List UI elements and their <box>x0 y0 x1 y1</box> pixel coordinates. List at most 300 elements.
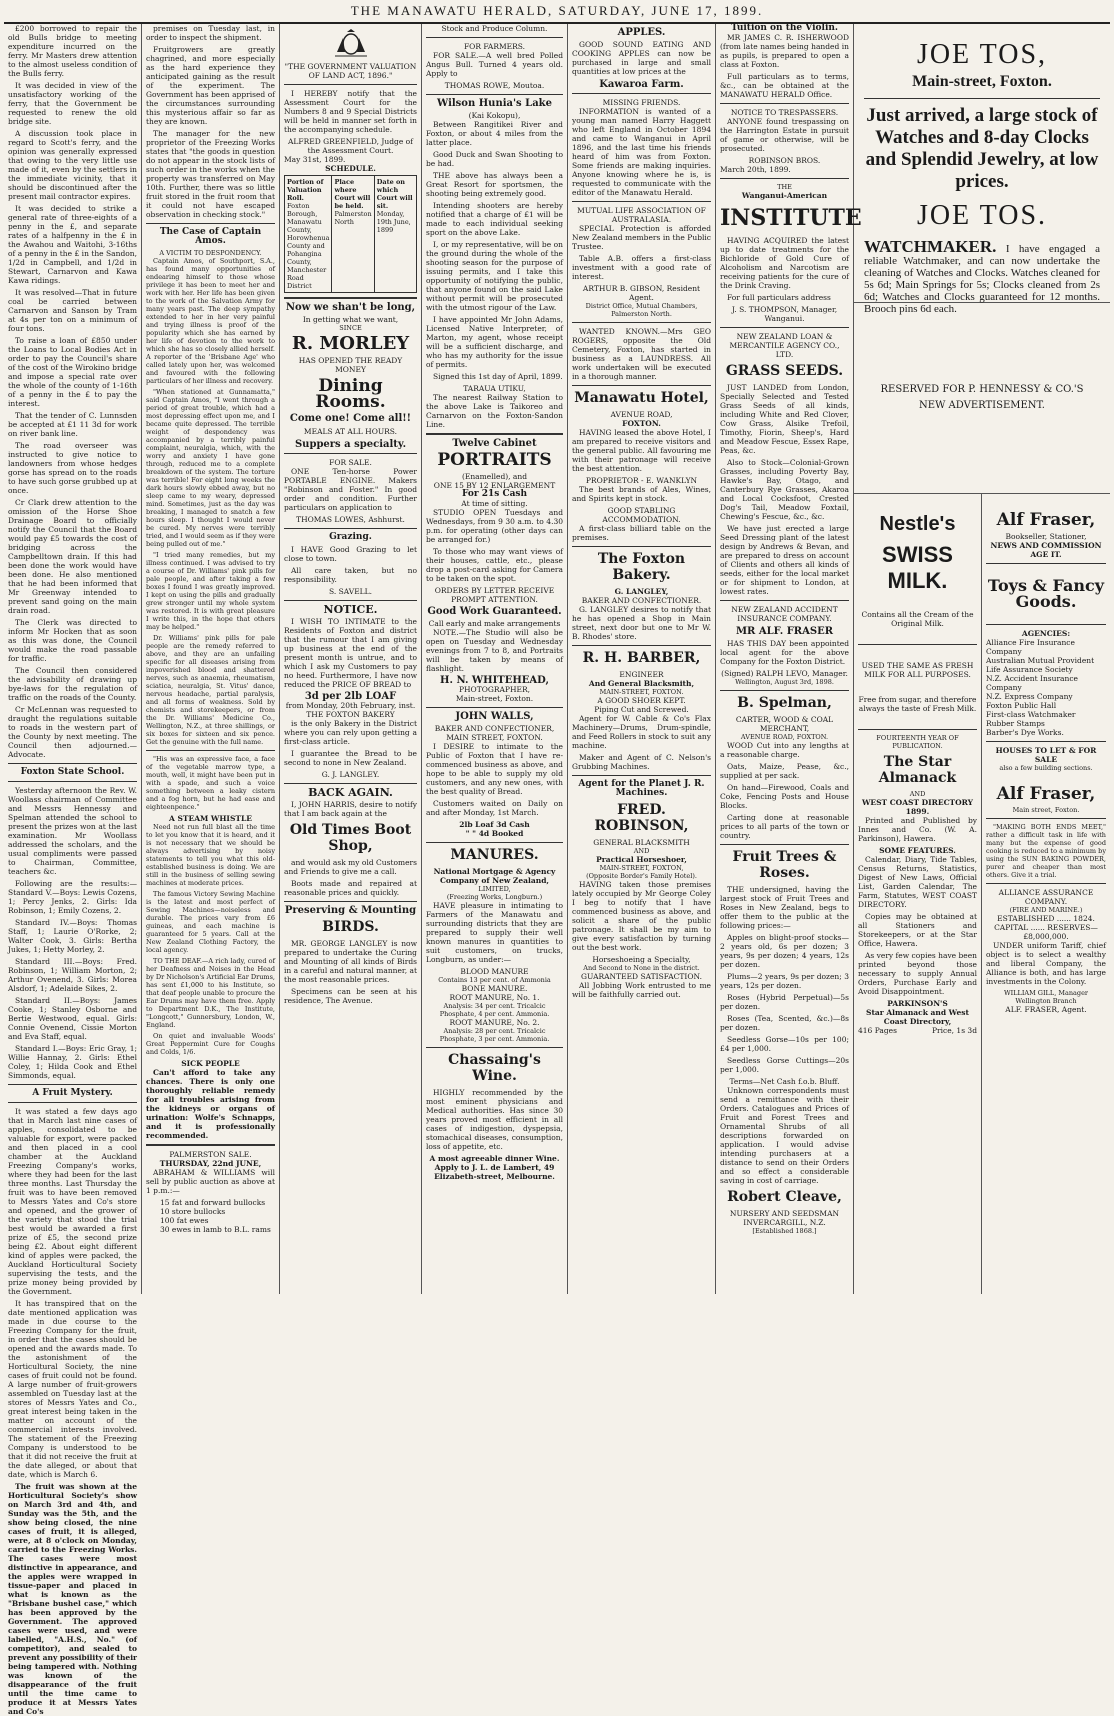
heading-school: Foxton State School. <box>20 767 125 777</box>
label: SOME FEATURES. <box>879 846 956 855</box>
label: (Freezing Works, Longburn.) <box>446 893 543 901</box>
column-3 <box>280 24 422 1294</box>
heading-violin: Tuition on the Violin. <box>730 23 839 33</box>
divider <box>284 84 417 85</box>
label: AND <box>633 847 650 855</box>
paragraph: I HEREBY notify that the Assessment Court for the Numbers 8 and 9 Special Districts will be held in manner set forth in the accompanying schedule. <box>284 89 417 134</box>
paragraph: I WISH TO INTIMATE to the Residents of Foxton and district that the rumour that I am giving up business at the end of the present month is untrue, and to which I ask my Customers to pay no heed. Furthermore, I have now reduced the PRICE OF BREAD to <box>284 617 417 689</box>
table-header: Date on which Court will sit. <box>376 178 413 210</box>
heading-r-morley: R. MORLEY <box>291 333 410 354</box>
paragraph: Copies may be obtained at all Stationers and Storekeepers, or at the Star Office, Hawera. <box>858 912 977 948</box>
divider <box>8 781 137 782</box>
label: Apply to J. L. de Lambert, 49 Elizabeth-street, Melbourne. <box>434 1163 555 1181</box>
divider <box>986 883 1106 884</box>
divider <box>572 775 711 776</box>
divider <box>426 37 563 38</box>
divider <box>426 842 563 843</box>
label: ENGINEER <box>619 670 664 679</box>
paragraph: MR. GEORGE LANGLEY is now prepared to undertake the Curing and Mounting of all kinds of Birds in a careful and natural manner, at the most reasonable prices. <box>284 939 417 984</box>
label: NEWS AND COMMISSION AGE IT. <box>990 541 1102 559</box>
label: (Opposite Border's Family Hotel). <box>586 872 697 880</box>
label: ROOT MANURE, No. 2. <box>449 1018 540 1027</box>
label: MEALS AT ALL HOURS. <box>303 427 398 436</box>
paragraph: JUST LANDED from London, Specially Selected and Tested Grass Seeds of all kinds, including White and Red Clover, Cow Grass, Alsike Trefoil, Timothy, Fiorin, Sheep's, Hard and Meadow Fescue, Essex Rape, Peas, &c. <box>720 383 849 455</box>
paragraph: £200 borrowed to repair the old Bulls bridge to meeting expenditure incurred on the ferry. Mr Masters drew attention to the almost useless condition of the Bulls ferry. <box>8 24 137 78</box>
paragraph: Oats, Maize, Pease, &c., supplied at per sack. <box>720 762 849 780</box>
paragraph: The Clerk was directed to inform Mr Hocken that as soon as this was done, the Council would make the road passable for traffic. <box>8 618 137 663</box>
heading-spelman: B. Spelman, <box>737 695 832 711</box>
label: Main-street, Foxton. <box>455 694 534 703</box>
divider <box>572 645 711 646</box>
heading-star-almanack: The Star Almanack <box>878 754 957 786</box>
heading-sale: PALMERSTON SALE. <box>169 1150 252 1159</box>
paragraph: GOOD SOUND EATING AND COOKING APPLES can now be purchased in large and small quantities at low prices at the <box>572 40 711 76</box>
paragraph: It was decided to strike a general rate of three-eights of a penny in the £, and separate rates of a halfpenny in the £ in the Awahou and Waitohi, 3-16ths of a penny in the £ in the Sandon, 1/2d in Campbell, and 1/2d in Stewart, Carnarvon and Kawa Kawa ridings. <box>8 204 137 285</box>
label: A most agreeable dinner Wine. <box>429 1154 560 1163</box>
heading-manawatu-hotel: Manawatu Hotel, <box>574 390 709 406</box>
label: Come one! Come all!! <box>289 413 412 424</box>
heading-swiss-milk: SWISS MILK. <box>882 542 953 593</box>
label: USED THE SAME AS FRESH MILK FOR ALL PURPOSES. <box>861 661 974 679</box>
paragraph: TO THE DEAF.—A rich lady, cured of her Deafness and Noises in the Head by Dr Nicholson's Artificial Ear Drums, has sent £1,000 to his Institute, so that deaf people unable to procure the Ear Drums may have them free. Apply to Department D.K., The Institute, "Longcott," Gunnersbury, London, W., England. <box>146 957 275 1029</box>
divider <box>986 741 1106 742</box>
subheading: A VICTIM TO DESPONDENCY. <box>159 249 262 257</box>
label: CARTER, WOOD & COAL MERCHANT, <box>735 715 834 733</box>
label: Horseshoeing a Specialty, <box>592 955 691 964</box>
subheading: BAKER AND CONFECTIONER, <box>434 724 555 733</box>
divider <box>572 201 711 202</box>
list-item: Alliance Fire Insurance Company <box>986 638 1075 656</box>
paragraph: HAVING ACQUIRED the latest up to date treatments for the Bichloride of Gold Cure of Alcoholism and Narcotism are receiving patients for the cure of the Drink Craving. <box>720 236 849 290</box>
heading-notice: NOTICE. <box>323 603 378 616</box>
label: [Established 1868.] <box>752 1227 817 1235</box>
paragraph: It was decided in view of the unsatisfactory working of the ferry, that the Government be requested to renew the old bridge site. <box>8 81 137 126</box>
paragraph: The Council then considered the advisability of drawing up bye-laws for the regulation of traffic on the roads of the County. <box>8 666 137 702</box>
paragraph: Boots made and repaired at reasonable prices and quickly. <box>284 879 417 897</box>
divider <box>146 750 275 751</box>
subheading: AVENUE ROAD, <box>610 410 673 419</box>
paragraph: As very few copies have been printed beyond those necessary to supply Annual Orders, Purchase Early and Avoid Disappointment. <box>858 951 978 996</box>
paragraph: Apples on blight-proof stocks—2 years old, 6s per dozen; 3 years, 9s per dozen; 4 years, 12s per dozen. <box>720 933 849 969</box>
paragraph: "MAKING BOTH ENDS MEET," rather a difficult task in life with many but the expense of good cooking is reduced to a minimum by using the SUN BAKING POWDER, purer and cheaper than most others. Give it a trial. <box>986 823 1106 879</box>
paragraph: ABRAHAM & WILLIAMS will sell by public auction as above at 1 p.m.:— <box>146 1168 275 1195</box>
column-1 <box>4 24 142 1716</box>
divider <box>720 103 849 104</box>
paragraph: Cr Clark drew attention to the omission of the Horse Shoe Drainage Board to officially notify the Council that the Board would pay £5 towards the cost of bridging across the Campbelltown drain. If this had been done the work would have been done. He also mentioned that he had been informed that Mr Greenway intended to prevent sand going on the main drain road. <box>8 498 137 615</box>
heading-kawaroa: Kawaroa Farm. <box>599 79 684 90</box>
label: GENERAL BLACKSMITH <box>593 838 690 847</box>
paragraph: Roses (Hybrid Perpetual)—5s per dozen. <box>720 993 849 1011</box>
paragraph: I, or my representative, will be on the ground during the whole of the shooting season for the purpose of issuing permits, and I take this opportunity of notifying the public, that anyone found on the said Lake without permit will be prosecuted with the utmost rigour of the Law. <box>426 240 563 312</box>
paragraph: Fruitgrowers are greatly chagrined, and more especially as the hard experience they anticipated gaining as the result of the experiment. The Government has been apprised of the circumstances surrounding this mysterious affair so far as they are known. <box>146 45 275 126</box>
subheading: FOR FARMERS. <box>463 42 526 51</box>
paragraph: To raise a loan of £850 under the Loans to Local Bodies Act in order to pay the Council's share of the cost of the Wirokino bridge and impose a special rate over the whole of the county of 1-16th of a penny in the £ to pay the interest. <box>8 336 137 408</box>
divider <box>572 385 711 386</box>
list-item: N.Z. Accident Insurance Company <box>986 674 1078 692</box>
heading-planet: Agent for the Planet J. R. Machines. <box>578 779 705 798</box>
heading-joe-tos-2: JOE TOS. <box>916 200 1048 231</box>
paragraph: "When stationed at Gunnamatta," said Captain Amos, "I went through a period of great trouble, which had a most depressing effect upon me, and I became quite depressed. The terrible weight of despondency was accompanied by a terribly painful complaint, neuralgia, which, with the worry and anxiety I have gone through, reduced me to a complete breakdown of the system. The torture was terrible! For eight long weeks the dark hours slowly ebbed away, but no sleep came to my weary, depressed mind. Sometimes, just as the day was breaking, I managed to snatch a few hours sleep. I thought I would never be cured. My nerves were terribly tried, and I would seem as if they were being pulled out of me." <box>146 388 275 548</box>
divider <box>426 94 563 95</box>
paragraph: Unknown correspondents must send a remittance with their Orders. Catalogues and Prices of Fruit and Forest Trees and Ornamental Shrubs of all descriptions forwarded on application. I would advise intending purchasers at a distance to send on their Orders and so effect a considerable saving in cost of carriage. <box>720 1086 849 1185</box>
heading-alf-fraser: Alf Fraser, <box>996 510 1096 530</box>
divider <box>284 600 417 601</box>
heading-steam-whistle: A STEAM WHISTLE <box>169 814 252 823</box>
paragraph: STUDIO OPEN Tuesdays and Wednesdays, from 9 30 a.m. to 4.30 p.m. for operating (other days can be arranged for.) <box>426 508 563 544</box>
paragraph: INFORMATION is wanted of a young man named Harry Haggett who left England in October 1894 and came to Wanganui in April 1896, and the last time his friends heard of him was from Foxton. Some friends are making inquiries. Anyone knowing where he is, is requested to communicate with the editor of the Manawatu Herald. <box>572 107 711 197</box>
label: WATCHMAKER. <box>864 237 997 256</box>
divider <box>146 223 275 224</box>
heading-alliance: ALLIANCE ASSURANCE COMPANY. <box>998 888 1094 906</box>
paragraph: WOOD Cut into any lengths at a reasonable charge. <box>720 741 849 759</box>
paragraph: Carting done at reasonable prices to all parts of the town or country. <box>720 813 849 840</box>
paragraph: To those who may want views of their houses, cattle, etc., please drop a post-card asking for Camera to be taken on the spot. <box>426 547 563 583</box>
paragraph: MR JAMES C. R. ISHERWOOD (from late names being handed in as pupils, is prepared to open a class at Foxton. <box>720 33 849 69</box>
joe-tos-ad <box>854 24 1110 315</box>
paragraph: A first-class billiard table on the premises. <box>572 524 711 542</box>
label: NURSERY AND SEEDSMAN <box>729 1209 840 1218</box>
column-7 <box>854 494 982 1294</box>
paragraph: Standard I.—Boys: Eric Gray, 1; Willie Hannay, 2. Girls: Ethel Coley, 1; Hilda Cook and Ethel Simmonds, equal. <box>8 1044 137 1080</box>
heading-grazing: Grazing. <box>329 532 372 542</box>
heading-missing: MISSING FRIENDS. <box>602 98 681 107</box>
list-item: Rubber Stamps <box>986 719 1045 728</box>
paragraph: Standard IV.—Boys: Thomas Staff, 1; Laurie O'Rorke, 2; Walter Cook, 3. Girls: Bertha Jukes, 1; Hetty Morley, 2. <box>8 918 137 954</box>
label: G. LANGLEY, <box>614 587 669 596</box>
paragraph: and would ask my old Customers and Friends to give me a call. <box>284 858 417 876</box>
table-header: Place where Court will be held. <box>334 178 371 210</box>
heading-accident-insurance: NEW ZEALAND ACCIDENT INSURANCE COMPANY. <box>731 605 838 623</box>
signature: ROBINSON BROS. <box>748 156 821 165</box>
heading-shant-be-long: Now we shan't be long, <box>285 302 416 313</box>
heading-nz-loan: NEW ZEALAND LOAN & MERCANTILE AGENCY CO., LTD. <box>729 332 840 359</box>
heading-foxton-bakery: The Foxton Bakery. <box>597 551 686 583</box>
heading-government-valuation: "THE GOVERNMENT VALUATION OF LAND ACT, 1896." <box>284 62 417 80</box>
divider <box>426 433 563 435</box>
signature: S. SAVELL. <box>328 587 373 596</box>
label: HOUSES TO LET & FOR SALE <box>995 746 1097 764</box>
paragraph: THE above has always been a Great Resort for sportsmen, the shooting being extremely good. <box>426 171 563 198</box>
heading-fruit-mystery: A Fruit Mystery. <box>32 1088 113 1098</box>
heading-trespassers: NOTICE TO TRESPASSERS. <box>730 108 839 117</box>
heading-robert-cleave: Robert Cleave, <box>727 1189 842 1205</box>
label: GUARANTEED SATISFACTION. <box>580 972 702 981</box>
heading-for-sale: FOR SALE. <box>329 458 372 467</box>
paragraph: "His was an expressive face, a face of the vegetable marrow type, a mouth, well, it might have been put in with a spade, and such a voice something between a leaky cistern and a fog horn, but he had ease and eighteenpence." <box>146 755 275 811</box>
signature: WILLIAM GILL, Manager Wellington Branch <box>1003 989 1089 1005</box>
paragraph: Can't afford to take any chances. There is only one thoroughly reliable remedy for all troubles arising from the kidneys or organs of urination: Wolfe's Schnapps, and it is professionally recommended. <box>146 1068 275 1140</box>
paragraph: SPECIAL Protection is afforded New Zealand members in the Public Trustee. <box>572 224 711 251</box>
heading-grass-seeds: GRASS SEEDS. <box>725 363 844 379</box>
label: (Enamelled), and <box>461 472 528 481</box>
label: Contains all the Cream of the Original Milk. <box>861 610 974 628</box>
divider <box>284 297 417 299</box>
column-4 <box>422 24 568 1294</box>
paragraph: Yesterday afternoon the Rev. W. Woollass chairman of Committee and Messrs Hennessy and Spelman attended the school to present the prizes won at the last examination. Mr Woollass addressed the scholars, and the usual compliments were passed to Chairman, Committee, teachers &c. <box>8 786 137 876</box>
divider <box>858 644 977 645</box>
heading-manures: MANURES. <box>450 847 539 863</box>
label: MAIN STREET, FOXTON. <box>446 733 543 742</box>
paragraph: The nearest Railway Station to the above Lake is Taikoreo and Carnarvon on the Foxton-Sandon Line. <box>426 393 563 429</box>
divider <box>426 707 563 708</box>
label: Suppers a specialty. <box>294 439 407 450</box>
label: MAIN-STREET, FOXTON, <box>599 864 684 872</box>
heading-wilson-lake: Wilson Hunia's Lake <box>437 98 552 109</box>
label: THE FOXTON BAKERY <box>306 710 395 719</box>
subheading: HAS OPENED THE READY MONEY <box>298 356 403 374</box>
divider <box>572 546 711 547</box>
subheading: (Kai Kokopu), <box>468 111 521 120</box>
label: Piping Cut and Screwed. <box>594 705 689 714</box>
paragraph: HAVE pleasure in intimating to Farmers of the Manawatu and surrounding districts that they are prepared to supply their well known manures in quantities to suit customers, on trucks, Longburn, as under:— <box>426 901 563 964</box>
heading-nestle: Nestle's <box>879 513 956 535</box>
label: Terms—Net Cash f.o.b. Bluff. <box>729 1077 840 1086</box>
label: from Monday, 20th February, inst. <box>285 701 416 710</box>
paragraph: It has transpired that on the date mentioned application was made in due course to the Freezing Company for the fruit, in order that the cases should be opened and the awards made. To the astonishment of the Horticultural Society, the nine cases of fruit could not be found. A large number of fruit-growers assembled on Tuesday last at the stores of Messrs Yates and Co., great interest being taken in the matter on account of the commercial interests involved. The statement of the Freezing Company is understood to be that it did not receive the fruit at the date alleged, or about that date, which is March 6. <box>8 1299 137 1479</box>
heading-barber: R. H. BARBER, <box>582 650 701 666</box>
paragraph: Captain Amos, of Southport, S.A., has found many opportunities of endearing himself to those whose privilege it has been to meet her and work with her. Her life has been given to the work of the Salvation Army for many years past. The deep sympathy extended to her in her very painful and trying illness is proof of the popularity which she has earned by her life of devotion to the work to which she has so closely allied herself. A reporter of the 'Brisbane Age' who called lately upon her, was welcomed and favoured with the following particulars of her illness and recovery. <box>146 257 275 385</box>
label: PARKINSON'S <box>887 999 948 1008</box>
paragraph: The road overseer was instructed to give notice to landowners from whose hedges gorse has spread on to the roads to have such gorse grubbed up at once. <box>8 441 137 495</box>
divider <box>720 178 849 179</box>
divider <box>986 624 1106 625</box>
divider <box>720 600 849 601</box>
paragraph: I guarantee the Bread to be second to none in New Zealand. <box>284 749 417 767</box>
label: And General Blacksmith, <box>588 679 695 688</box>
signature: ARTHUR B. GIBSON, Resident Agent. <box>582 284 701 302</box>
paragraph: Specimens can be seen at his residence, The Avenue. <box>284 987 417 1005</box>
paragraph: The famous Victory Sewing Machine is the latest and most perfect of Sewing Machines—noiseless and durable. The prices vary from £6 guineas, and each machine is guaranteed for 5 years. Call at the New Zealand Clothing Factory, the local agency. <box>146 890 275 954</box>
label: (FIRE AND MARINE.) <box>1009 906 1083 914</box>
paragraph: Intending shooters are hereby notified that a charge of £1 will be made to each individual seeking sport on the above Lake. <box>426 201 563 237</box>
label: BLOOD MANURE <box>460 967 529 976</box>
paragraph: NOTE.—The Studio will also be open on Tuesday and Wednesday evenings from 7 to 8, and Portraits will be taken by means of flashlight. <box>426 628 563 673</box>
label: GOOD STABLING ACCOMMODATION. <box>602 506 681 524</box>
column-8 <box>982 494 1110 1294</box>
divider <box>864 98 1100 99</box>
list-item: Barber's Dye Works. <box>986 728 1064 737</box>
paragraph: Good Duck and Swan Shooting to be had. <box>426 150 563 168</box>
label: Free from sugar, and therefore always the taste of Fresh Milk. <box>858 695 977 713</box>
date: May 31st, 1899. <box>284 155 346 164</box>
divider <box>720 844 849 845</box>
paragraph: Plums—2 years, 9s per dozen; 3 years, 12s per dozen. <box>720 972 849 990</box>
list-item: 10 store bullocks <box>160 1207 226 1216</box>
heading-portraits-big: PORTRAITS <box>437 450 552 470</box>
paragraph: Printed and Published by Innes and Co. (W. A. Parkinson), Hawera. <box>858 816 977 843</box>
paragraph: Full particulars as to terms, &c., can be obtained at the MANAWATU HERALD Office. <box>720 72 849 99</box>
paragraph: I, JOHN HARRIS, desire to notify that I am back again at the <box>284 800 417 818</box>
signature: ALF. FRASER, Agent. <box>1005 1005 1087 1014</box>
divider <box>146 1144 275 1146</box>
label: ROOT MANURE, No. 1. <box>449 993 540 1002</box>
paragraph: Need not run full blast all the time to let you know that it is heard, and it is not necessary that we should be always advertising by noisy statements to tell you what this old-established business is doing. We are still in the business of selling sewing machines at moderate prices. <box>146 823 275 887</box>
date: Wellington, August 3rd, 1898. <box>735 678 834 686</box>
subheading: In getting what we want, <box>302 315 399 324</box>
paragraph: The fruit was shown at the Horticultural Society's show on March 3rd and 4th, and Sunday was the 5th, and the show being closed, the nine cases of fruit, it is alleged, were, at 8 o'clock on Monday, carried to the Freezing Works. The cases were most distinctive in appearance, and the apples were wrapped in tissue-paper and placed in what is known as the "Brisbane bushel case," which has been approved by the Government. The approved cases were used, and were labelled, "A.H.S., No." (of competitor), and sealed to prevent any possibility of their being tampered with. Nothing was known of the disappearance of the fruit until the time came to produce it at Messrs Yates and Co's <box>8 1482 138 1716</box>
lower-right <box>854 494 1110 1294</box>
heading-sick-people: SICK PEOPLE <box>181 1059 240 1068</box>
signature: THOMAS ROWE, Moutoa. <box>444 81 545 90</box>
label: Contains 13 per cent. of Ammonia <box>438 976 551 984</box>
paragraph: Agent for W. Cable & Co's Flax Machinery—Drums, Drum-spindle, and Feed Rollers in stock to suit any machine. <box>572 714 711 750</box>
divider <box>284 901 417 902</box>
list-item: 100 fat ewes <box>160 1216 209 1225</box>
label: Main street, Foxton. <box>1012 806 1080 814</box>
label: For 21s Cash <box>461 489 528 499</box>
table-cell: Foxton Borough, Manawatu County, Horowhenua County and Pohangina County, Manchester Road District <box>287 202 330 290</box>
label: Call early and make arrangements <box>428 619 561 628</box>
label: Main-street, Foxton. <box>912 73 1052 90</box>
paragraph: ANYONE found trespassing on the Harrington Estate in pursuit of game or otherwise, will be prosecuted. <box>720 117 849 153</box>
paragraph: Roses (Tea, Scented, &c.)—8s per dozen. <box>720 1014 849 1032</box>
label: MAIN-STREET, FOXTON. <box>599 688 684 696</box>
paragraph: Cr McLennan was requested to draught the regulations suitable to roads in the western part of the County by next meeting. The Council then adjourned.—Advocate. <box>8 705 137 759</box>
heading-john-walls: JOHN WALLS, <box>455 711 534 722</box>
list-item: Australian Mutual Provident Life Assurance Society <box>986 656 1095 674</box>
label: THE <box>777 183 792 191</box>
paragraph: For full particulars address <box>727 293 831 302</box>
sale-date: THURSDAY, 22nd JUNE, <box>159 1159 262 1168</box>
heading-schedule: SCHEDULE. <box>325 164 376 173</box>
table-header: Portion of Valuation Roll. <box>287 178 324 202</box>
label: Just arrived, a large stock of Watches and 8-day Clocks and Splendid Jewelry, at low prices. <box>865 105 1099 192</box>
label: Star Almanack and West Coast Directory, <box>866 1008 969 1026</box>
label: CAPITAL ...... RESERVES— £8,000,000. <box>994 923 1098 941</box>
list-item: 15 fat and forward bullocks <box>160 1198 266 1207</box>
heading-portraits: Twelve Cabinet <box>452 438 537 449</box>
paragraph: Signed this 1st day of April, 1899. <box>433 372 563 381</box>
divider <box>720 327 849 328</box>
divider <box>8 1084 137 1085</box>
paragraph: On quiet and invaluable Woods' Great Peppermint Cure for Coughs and Colds, 1/6. <box>146 1032 275 1056</box>
heading-birds: BIRDS. <box>322 919 379 935</box>
list-item: 30 ewes in lamb to B.L. rams <box>160 1225 271 1234</box>
table-cell: Monday, 19th June, 1899 <box>376 210 411 234</box>
label: District Office, Mutual Chambers, Palmerston North. <box>585 302 698 318</box>
label: BAKER AND CONFECTIONER. <box>581 596 702 605</box>
label: PHOTOGRAPHER, <box>458 685 531 694</box>
paragraph: I have appointed Mr John Adams, Licensed Native Interpreter, of Marton, my agent, whose receipt will be a sufficient discharge, and who has my authority for the issue of permits. <box>426 315 563 369</box>
label: Practical Horseshoer, <box>596 855 687 864</box>
heading-mutual-life: MUTUAL LIFE ASSOCIATION OF AUSTRALASIA. <box>577 206 706 224</box>
paragraph: A discussion took place in regard to Scott's ferry, and the opinion was generally expressed that owing to the very little use made of it, even by the settlers in the immediate vicinity, that it should be discontinued after the present mail contractor expires. <box>8 129 137 201</box>
label: WEST COAST DIRECTORY 1899. <box>861 798 974 816</box>
paragraph: Also to Stock—Colonial-Grown Grasses, including Poverty Bay, Hawke's Bay, Otago, and Canterbury Rye Grasses, Akaroa and Local Cocksfoot, Crested Dog's Tail, Meadow Foxtail, Chewing's Fescue, &c., &c. <box>720 458 849 521</box>
right-block <box>854 24 1110 1294</box>
paragraph: HIGHLY recommended by the most eminent physicians and Medical authorities. Has since 30 years proved most efficient in all cases of indigestion, dyspepsia, stomachical diseases, consumption, loss of appetite, etc. <box>426 1088 563 1151</box>
paragraph: It was stated a few days ago that in March last nine cases of apples, consolidated to be valuable for export, were packed and then placed in a cool chamber at the Auckland Freezing Company's works, where they had been for the last three months. Last Thursday the fruit was to have been removed to Messrs Yates and Co's store and opened, and the grower of the variety that stood the trial best would be awarded a first prize of £5, the second prize being £2. About eight different kind of apples were packed, the Auckland Horticultural Society supervising the tests, and the prize money being provided by the Government. <box>8 1107 137 1296</box>
divider <box>284 453 417 454</box>
label: also a few building sections. <box>999 764 1093 772</box>
signature: (Signed) RALPH LEVO, Manager. <box>721 669 848 678</box>
heading-preserving: Preserving & Mounting <box>284 905 417 916</box>
paragraph: G. LANGLEY desires to notify that he has opened a Shop in Main street, next door but one to Mr W. B. Rhodes' store. <box>572 605 711 641</box>
paragraph: HAS THIS DAY been appointed local agent for the above Company for the Foxton District. <box>720 639 849 666</box>
heading-stock-produce: Stock and Produce Column. <box>441 24 548 33</box>
paragraph: I HAVE Good Grazing to let close to town. <box>284 545 417 563</box>
label: INVERCARGILL, N.Z. <box>743 1218 826 1227</box>
reserved-space: RESERVED FOR P. HENNESSY & CO.'S NEW ADVERTISEMENT. <box>854 303 1110 494</box>
paragraph: is the only Bakery in the District where you can rely upon getting a first-class article. <box>284 719 417 746</box>
column-5 <box>568 24 716 1294</box>
label: FOURTEENTH YEAR OF PUBLICATION. <box>876 734 959 750</box>
signature: J. S. THOMPSON, Manager, Wanganui. <box>731 305 838 323</box>
paragraph: I have engaged a reliable Watchmaker, and can now undertake the cleaning of Watches and Clocks. Watches cleaned for 5s 6d; Main Springs for 5s; Clocks cleaned from 2s 6d; Watches and Clocks guaranteed for 12 months. Brooch pins 6d each. <box>864 243 1100 315</box>
paragraph: The best brands of Ales, Wines, and Spirits kept in stock. <box>572 485 711 503</box>
divider <box>720 690 849 691</box>
divider <box>572 93 711 94</box>
divider <box>986 563 1106 564</box>
heading-dining-rooms: Dining Rooms. <box>315 376 386 412</box>
label: 2lb Loaf 3d Cash <box>459 820 530 829</box>
paragraph: On hand—Firewood, Coals and Coke, Fencing Posts and House Blocks. <box>720 783 849 810</box>
label: Analysis: 28 per cent. Tricalcic Phosphate, 3 per cent. Ammonia. <box>439 1027 550 1043</box>
paragraph: Between Rangitikei River and Foxton, or about 4 miles from the latter place. <box>426 120 563 147</box>
paragraph: All care taken, but no responsibility. <box>284 566 417 584</box>
signature: G. J. LANGLEY. <box>321 770 380 779</box>
heading-old-times: Old Times Boot Shop, <box>289 822 412 854</box>
paragraph: All Jobbing Work entrusted to me will be faithfully carried out. <box>572 981 711 999</box>
table-cell: Palmerston North <box>334 210 372 226</box>
heading-back-again: BACK AGAIN. <box>308 786 393 799</box>
signature: THOMAS LOWES, Ashhurst. <box>296 515 405 524</box>
masthead: THE MANAWATU HERALD, SATURDAY, JUNE 17, 1899. <box>4 0 1110 24</box>
paragraph: WANTED KNOWN.—Mrs GEO ROGERS, opposite the Old Cemetery, Foxton, has started in business as a LAUNDRESS. All work undertaken will be executed in a thorough manner. <box>572 327 711 381</box>
paragraph: We have just erected a large Seed Dressing plant of the latest design by Andrews & Bevan, and are prepared to dress on account of Clients and others all kinds of seeds, either for the local market or for shipment to London, at lowest rates. <box>720 524 849 596</box>
heading-wanganui-american: Wanganui-American <box>741 191 828 200</box>
columns <box>4 23 1110 1716</box>
label: National Mortgage & Agency Company of New Zealand, <box>433 867 556 885</box>
label: " " 4d Booked <box>465 829 524 838</box>
heading-apples: APPLES. <box>617 27 666 38</box>
paragraph: The manager for the new proprietor of the Freezing Works states that "the goods in question do not appear in the stock lists of such order in the works when the property was transferred on May 10th. Further, there was so little fruit stored in the fruit room that it could not have escaped observation in checking stock." <box>146 129 275 219</box>
paragraph: Maker and Agent of C. Nelson's Grubbing Machines. <box>572 753 711 771</box>
heading-chassaing-wine: Chassaing's Wine. <box>448 1052 541 1084</box>
signature: ALFRED GREENFIELD, Judge of the Assessment Court. <box>288 137 413 155</box>
paragraph: FOR SALE.—A well bred Polled Angus Bull. Turned 4 years old. Apply to <box>426 51 563 78</box>
paragraph: Standard III.—Boys: Fred. Robinson, 1; William Morton, 2; Arthur Ovenend, 3. Girls: Morea Alsdorf, 1; Adelaide Sikes, 2. <box>8 957 137 993</box>
paragraph: That the tender of C. Lunnsden be accepted at £1 11 3d for work on river bank line. <box>8 411 137 438</box>
label: AND <box>909 790 926 798</box>
divider <box>858 729 977 730</box>
heading-institute: INSTITUTE <box>720 205 862 231</box>
label: Good Work Guaranteed. <box>427 606 562 617</box>
divider <box>8 1102 137 1103</box>
divider <box>284 528 417 529</box>
label: LIMITED, <box>478 885 511 893</box>
label: At time of sitting. <box>461 499 528 508</box>
label: MR ALF. FRASER <box>735 626 834 637</box>
paragraph: Table A.B. offers a first-class investment with a good rate of interest. <box>572 254 711 281</box>
label: SINCE <box>339 324 362 332</box>
paragraph: UNDER uniform Tariff, chief object is to select a wealthy and liberal Company, the Alliance is both, and has large investments in the Colony. <box>986 941 1106 986</box>
divider <box>986 818 1106 819</box>
heading-captain-amos: The Case of Captain Amos. <box>159 227 262 246</box>
paragraph: ONE Ten-horse Power PORTABLE ENGINE. Makers "Robinson and Foster." In good order and condition. Further particulars on application to <box>284 467 417 512</box>
paragraph: Seedless Gorse—10s per 100; £4 per 1,000. <box>720 1035 849 1053</box>
paragraph: Customers waited on Daily on and after Monday, 1st March. <box>426 799 563 817</box>
paragraph: THE undersigned, having the largest stock of Fruit Trees and Roses in New Zealand, begs to offer them to the public at the following prices:— <box>720 885 849 930</box>
paragraph: Following are the results:— Standard V.—Boys: Lewis Cozens, 1; Percy Jenks, 2. Girls: Ida Robinson, 1; Emily Cozens, 2. <box>8 879 137 915</box>
paragraph: I DESIRE to intimate to the Public of Foxton that I have re-commenced business as above, and hope to be able to supply my old customers, and any new ones, with the best quality of Bread. <box>426 742 563 796</box>
list-item: N.Z. Express Company <box>986 692 1073 701</box>
label: Analysis: 34 per cent. Tricalcic Phosphate, 4 per cent. Ammonia. <box>439 1002 550 1018</box>
list-item: First-class Watchmaker <box>986 710 1076 719</box>
label: BONE MANURE. <box>461 984 528 993</box>
royal-crest-icon <box>331 28 371 58</box>
paragraph: premises on Tuesday last, in order to inspect the shipment. <box>146 24 275 42</box>
